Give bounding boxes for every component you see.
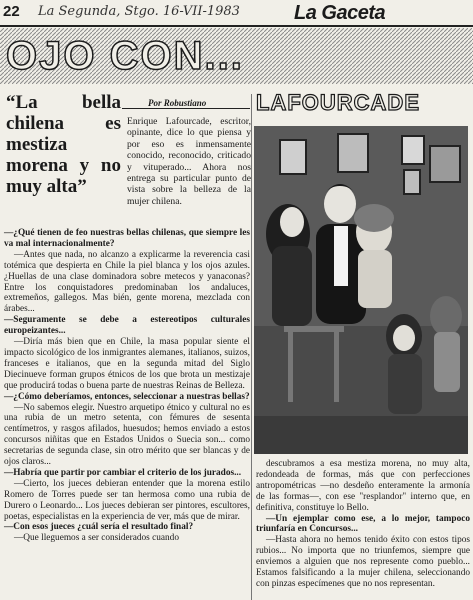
photo-illustration <box>254 126 468 454</box>
interview-question: —Habría que partir por cambiar el criterio de los jurados... <box>4 467 242 478</box>
interview-question: —Con esos jueces ¿cuál sería el resultado final? <box>4 522 194 533</box>
interview-question: —Un ejemplar como ese, a lo mejor, tampoco triunfaría en Concursos... <box>256 513 470 535</box>
interview-answer: —No sabemos elegir. Nuestro arquetipo étnico y cultural no es una rubia de un metro setenta, con fémures de sesenta centímetros, y rasgos afilados, huesudos; hemos enviado a estos concursos niñitas que en Estados Unidos o Suecia son... como secretarias de segunda clase, sin otro mérito que ser blancas y de ojos claros... <box>4 402 250 468</box>
byline: Por Robustiano <box>148 98 207 108</box>
section-title: OJO CON... <box>6 34 244 78</box>
interview-answer: —Antes que nada, no alcanzo a explicarme la reverencia casi totémica que despierta en Chile la piel blanca y los ojos azules. ¿Huellas de una clase dominadora sobre metecos y yanaconas? Entre los conquistadores predominaban los andaluces, extremeños, gallegos. Mas bién, gente morena, mezclada con árabes... <box>4 249 250 315</box>
top-rule <box>0 25 473 27</box>
interview-answer: —Que lleguemos a ser considerados cuando <box>14 533 179 544</box>
page-number: 22 <box>3 3 20 20</box>
article-body-right <box>256 459 470 590</box>
interview-question: —¿Qué tienen de feo nuestras bellas chilenas, que siempre les va mal internacionalmente? <box>4 228 250 249</box>
interview-answer: —Cierto, los jueces debieran entender que la morena estilo Romero de Torres puede ser tan hermosa como una rubia de Durero o Leonardo... Los jueces debieran ser pintores, escultores, poetas, especialistas en la experiencia de ver, más que de mirar. <box>4 478 250 522</box>
article-photo <box>254 126 468 454</box>
interview-question: —Seguramente se debe a estereotipos culturales europeizantes... <box>4 315 250 337</box>
article-body-left <box>4 228 250 544</box>
interview-answer: —Diría más bien que en Chile, la masa popular siente el impacto sicológico de los inmigrantes alemanes, italianos, suizos, franceses e italianos, que en la segunda mitad del Siglo Diecinueve forman grupos étnicos de los que brota un mestizaje que producirá todas o buena parte de nuestras Reinas de Belleza. <box>4 337 250 391</box>
interview-answer: descubramos a esa mestiza morena, no muy alta, redondeada de formas, más que con perfecciones antropométricas —no desdeño enteramente la armonía de las formas—, con ese "resplandor" interno que, en definitiva, constituye lo Bello. <box>256 459 470 513</box>
byline-rule <box>122 108 250 109</box>
article-intro: Enrique Lafourcade, escritor, opinante, dice lo que piensa y por eso es inmensamente conocido, reconocido, criticado y vituperado... Ahora nos entrega su particular punto de vista sobre la belleza de la mujer chilena. <box>127 116 251 207</box>
handwritten-source-note: La Segunda, Stgo. 16-VII-1983 <box>38 4 240 19</box>
headline-quote: “La bella chilena es mestiza morena y no muy alta” <box>6 92 121 197</box>
column-divider <box>251 94 252 600</box>
interview-answer: —Hasta ahora no hemos tenido éxito con estos tipos rubios... No importa que no triunfemos, siempre que enviemos a alguien que nos represente como pueblo... Estamos falsificando a la mujer chilena, seleccionando con pinzas especímenes que no nos representan. <box>256 535 470 589</box>
masthead-title: La Gaceta <box>294 2 386 24</box>
name-banner: LAFOURCADE <box>256 90 420 115</box>
interview-question: —¿Cómo deberíamos, entonces, seleccionar a nuestras bellas? <box>4 391 250 402</box>
